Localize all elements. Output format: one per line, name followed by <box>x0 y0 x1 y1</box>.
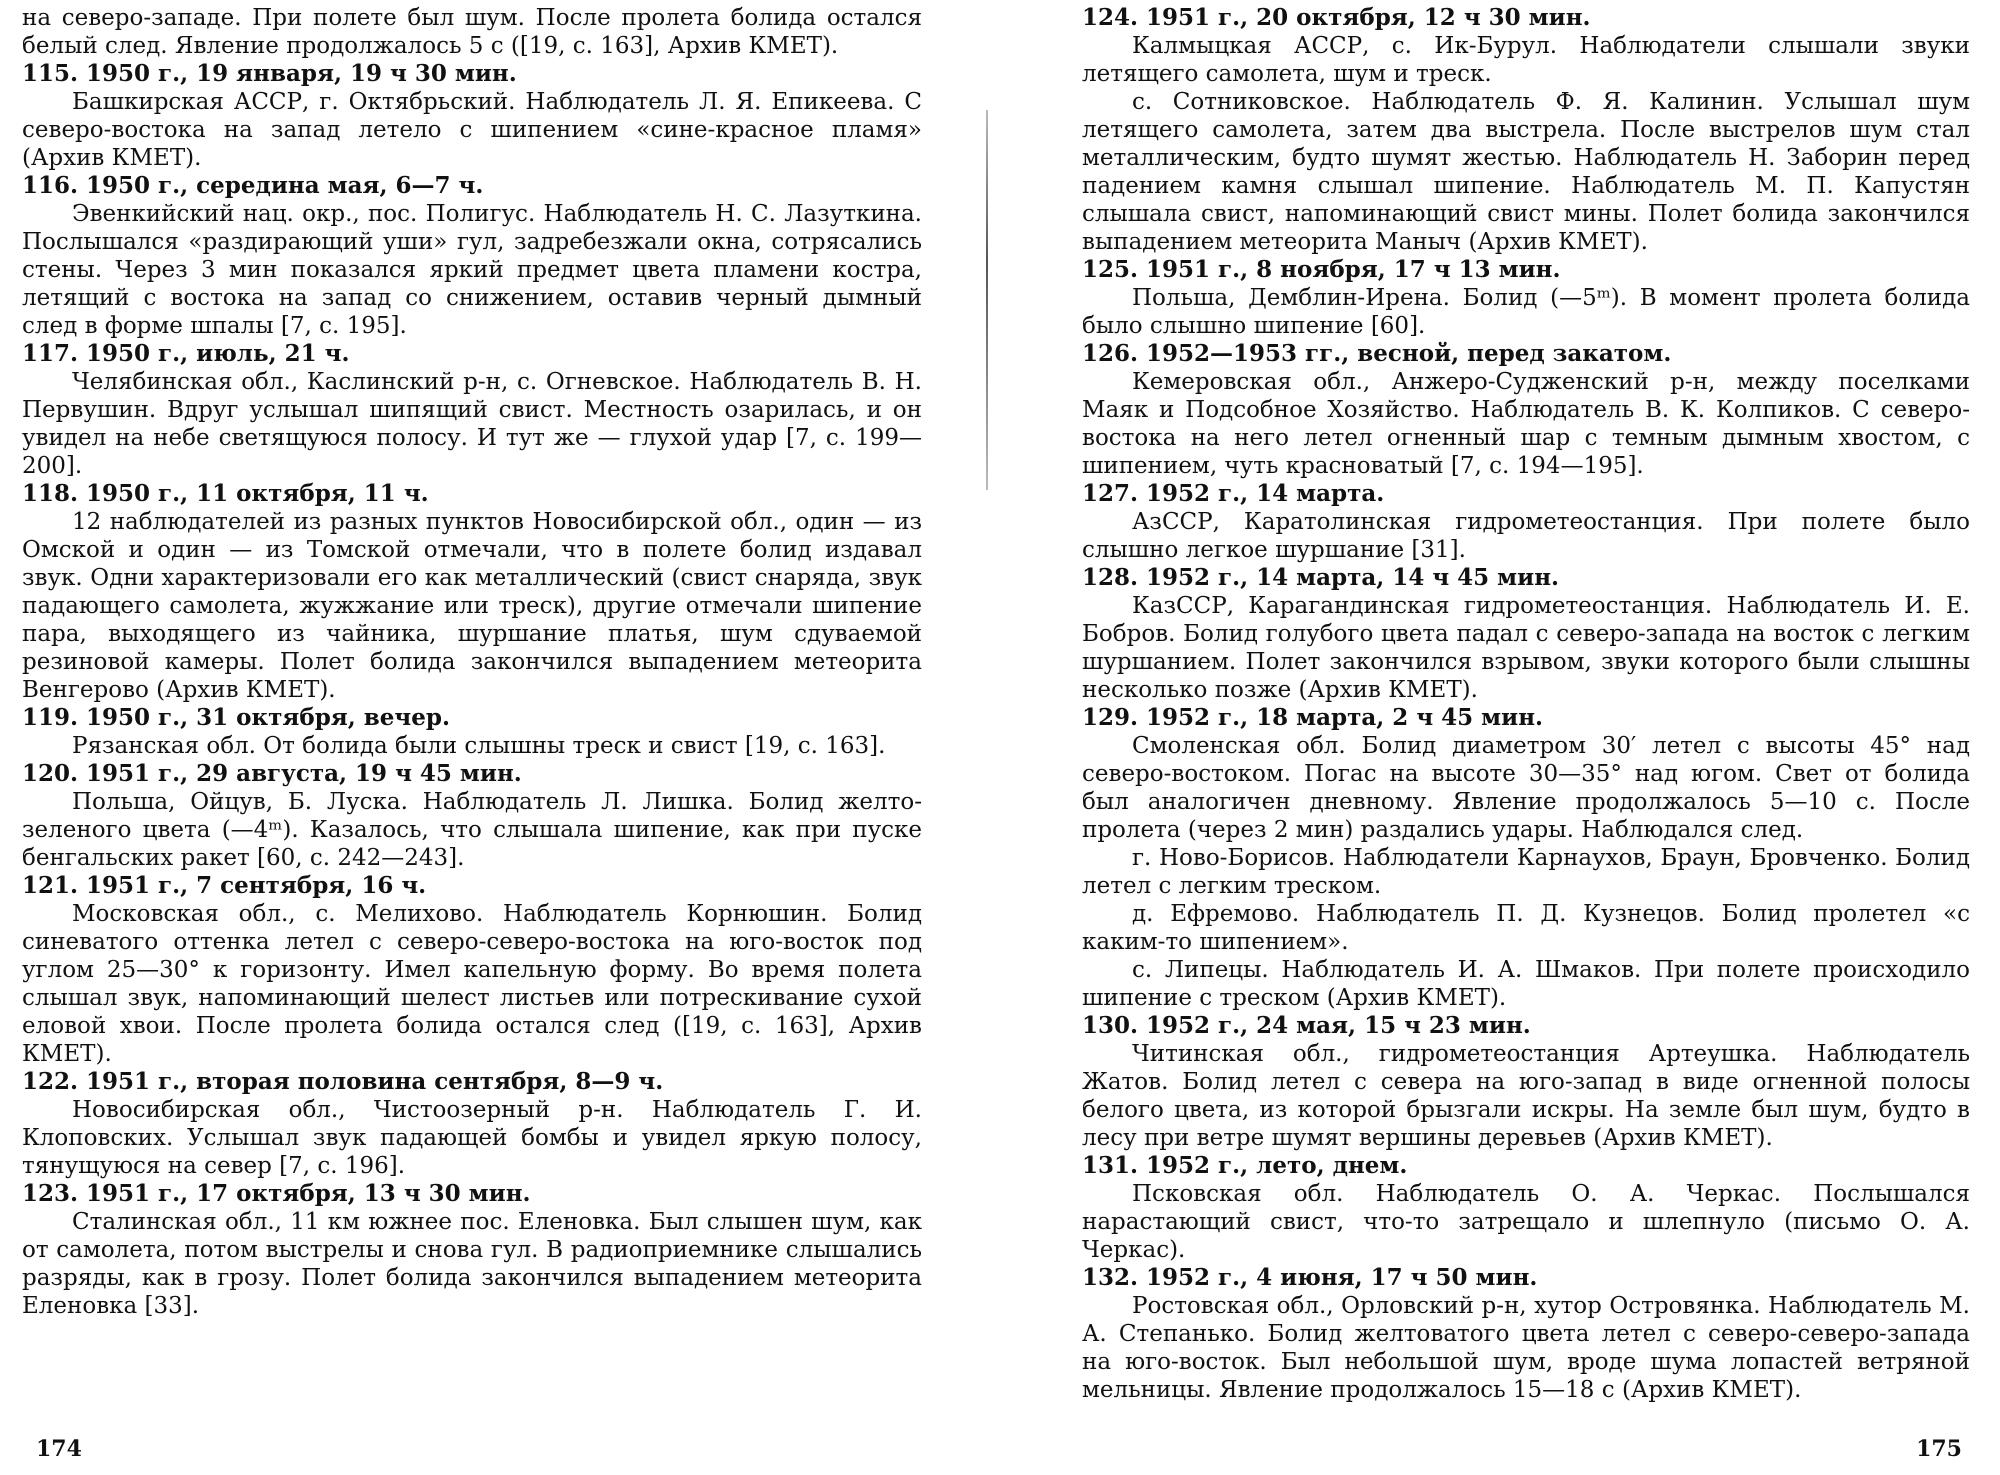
entry-heading: 124. 1951 г., 20 октября, 12 ч 30 мин. <box>1082 4 1591 31</box>
catalog-entry <box>22 1180 922 1320</box>
entry-text: Челябинская обл., Каслинский р-н, с. Огневское. Наблюдатель В. Н. Первушин. Вдруг услышал шипящий свист. Местность озарилась, и он увидел на небе светящуюся полосу. И тут же — глухой удар [7, с. 199—200]. <box>22 369 922 479</box>
catalog-entry <box>1082 1264 1970 1404</box>
right-page <box>1082 0 1970 1475</box>
catalog-entry <box>1082 1152 1970 1264</box>
entry-heading: 127. 1952 г., 14 марта. <box>1082 480 1385 507</box>
catalog-entry <box>1082 340 1970 480</box>
catalog-entry <box>22 1068 922 1180</box>
entry-heading: 129. 1952 г., 18 марта, 2 ч 45 мин. <box>1082 704 1544 731</box>
catalog-entry <box>22 4 922 60</box>
entry-text: Сталинская обл., 11 км южнее пос. Еленовка. Был слышен шум, как от самолета, потом выстрелы и снова гул. В радиоприемнике слышались разряды, как в грозу. Полет болида закончился выпадением метеорита Еленовка [33]. <box>22 1209 922 1319</box>
catalog-entry <box>22 760 922 872</box>
catalog-entry <box>22 172 922 340</box>
catalog-entry <box>1082 564 1970 704</box>
entry-text: Польша, Ойцув, Б. Луска. Наблюдатель Л. Лишка. Болид желто-зеленого цвета (—4ᵐ). Казалось, что слышала шипение, как при пуске бенгальских ракет [60, с. 242—243]. <box>22 789 922 871</box>
entry-heading: 118. 1950 г., 11 октября, 11 ч. <box>22 480 429 507</box>
entry-heading: 122. 1951 г., вторая половина сентября, 8—9 ч. <box>22 1068 664 1095</box>
entry-heading: 117. 1950 г., июль, 21 ч. <box>22 340 350 367</box>
entry-text: Смоленская обл. Болид диаметром 30′ летел с высоты 45° над северо-востоком. Погас на высоте 30—35° над югом. Свет от болида был аналогичен дневному. Явление продолжалось 5—10 с. После пролета (через 2 мин) раздались удары. Наблюдался след. <box>1082 733 1970 843</box>
gutter-mark <box>986 110 988 490</box>
entry-heading: 130. 1952 г., 24 мая, 15 ч 23 мин. <box>1082 1012 1531 1039</box>
entry-text: Новосибирская обл., Чистоозерный р-н. Наблюдатель Г. И. Клоповских. Услышал звук падающей бомбы и увидел яркую полосу, тянущуюся на север [7, с. 196]. <box>22 1097 922 1179</box>
entry-text: 12 наблюдателей из разных пунктов Новосибирской обл., один — из Омской и один — из Томской отмечали, что в полете болид издавал звук. Одни характеризовали его как металлический (свист снаряда, звук падающего самолета, жужжание или треск), другие отмечали шипение пара, выходящего из чайника, шуршание платья, шум сдуваемой резиновой камеры. Полет болида закончился выпадением метеорита Венгерово (Архив КМЕТ). <box>22 509 922 703</box>
entry-text: Рязанская обл. От болида были слышны треск и свист [19, с. 163]. <box>72 733 886 759</box>
catalog-entry <box>1082 480 1970 564</box>
entry-text: д. Ефремово. Наблюдатель П. Д. Кузнецов. Болид пролетел «с каким-то шипением». <box>1082 901 1970 955</box>
catalog-entry <box>1082 4 1970 256</box>
entry-text: АзССР, Каратолинская гидрометеостанция. При полете было слышно легкое шуршание [31]. <box>1082 509 1970 563</box>
entry-text: Псковская обл. Наблюдатель О. А. Черкас. Послышался нарастающий свист, что-то затрещало и шлепнуло (письмо О. А. Черкас). <box>1082 1181 1970 1263</box>
entry-text: на северо-западе. При полете был шум. После пролета болида остался белый след. Явление продолжалось 5 с ([19, с. 163], Архив КМЕТ). <box>22 5 922 59</box>
catalog-entry <box>1082 256 1970 340</box>
entry-heading: 123. 1951 г., 17 октября, 13 ч 30 мин. <box>22 1180 531 1207</box>
entry-text: Калмыцкая АССР, с. Ик-Бурул. Наблюдатели слышали звуки летящего самолета, шум и треск. <box>1082 33 1970 87</box>
entry-text: Ростовская обл., Орловский р-н, хутор Островянка. Наблюдатель М. А. Степанько. Болид желтоватого цвета летел с северо-северо-запада на юго-восток. Был небольшой шум, вроде шума лопастей ветряной мельницы. Явление продолжалось 15—18 с (Архив КМЕТ). <box>1082 1293 1970 1403</box>
catalog-entry <box>22 340 922 480</box>
entry-text: г. Ново-Борисов. Наблюдатели Карнаухов, Браун, Бровченко. Болид летел с легким треском. <box>1082 845 1970 899</box>
catalog-entry <box>22 872 922 1068</box>
catalog-entry <box>22 60 922 172</box>
entry-text: Эвенкийский нац. окр., пос. Полигус. Наблюдатель Н. С. Лазуткина. Послышался «раздирающий уши» гул, задребезжали окна, сотрясались стены. Через 3 мин показался яркий предмет цвета пламени костра, летящий с востока на запад со снижением, оставив черный дымный след в форме шпалы [7, с. 195]. <box>22 201 922 339</box>
entry-heading: 119. 1950 г., 31 октября, вечер. <box>22 704 450 731</box>
catalog-entry <box>22 480 922 704</box>
entry-text: Кемеровская обл., Анжеро-Судженский р-н, между поселками Маяк и Подсобное Хозяйство. Наблюдатель В. К. Колпиков. С северо-востока на него летел огненный шар с темным дымным хвостом, с шипением, чуть красноватый [7, с. 194—195]. <box>1082 369 1970 479</box>
entry-heading: 132. 1952 г., 4 июня, 17 ч 50 мин. <box>1082 1264 1538 1291</box>
entry-text: с. Липецы. Наблюдатель И. А. Шмаков. При полете происходило шипение с треском (Архив КМЕТ). <box>1082 957 1970 1011</box>
entry-text: с. Сотниковское. Наблюдатель Ф. Я. Калинин. Услышал шум летящего самолета, затем два выстрела. После выстрелов шум стал металлическим, будто шумят жестью. Наблюдатель Н. Заборин перед падением камня слышал шипение. Наблюдатель М. П. Капустян слышала свист, напоминающий свист мины. Полет болида закончился выпадением метеорита Маныч (Архив КМЕТ). <box>1082 89 1970 255</box>
catalog-entry <box>1082 1012 1970 1152</box>
page-number-right: 175 <box>1916 1436 1962 1462</box>
entry-text: Московская обл., с. Мелихово. Наблюдатель Корнюшин. Болид синеватого оттенка летел с северо-северо-востока на юго-восток под углом 25—30° к горизонту. Имел капельную форму. Во время полета слышал звук, напоминающий шелест листьев или потрескивание сухой еловой хвои. После пролета болида остался след ([19, с. 163], Архив КМЕТ). <box>22 901 922 1067</box>
entry-heading: 121. 1951 г., 7 сентября, 16 ч. <box>22 872 427 899</box>
right-column <box>1082 4 1970 1404</box>
entry-text: Польша, Демблин-Ирена. Болид (—5ᵐ). В момент пролета болида было слышно шипение [60]. <box>1082 285 1970 339</box>
entry-heading: 120. 1951 г., 29 августа, 19 ч 45 мин. <box>22 760 522 787</box>
left-page <box>22 0 922 1475</box>
entry-text: КазССР, Карагандинская гидрометеостанция. Наблюдатель И. Е. Бобров. Болид голубого цвета падал с северо-запада на восток с легким шуршанием. Полет закончился взрывом, звуки которого были слышны несколько позже (Архив КМЕТ). <box>1082 593 1970 703</box>
entry-heading: 131. 1952 г., лето, днем. <box>1082 1152 1408 1179</box>
entry-heading: 125. 1951 г., 8 ноября, 17 ч 13 мин. <box>1082 256 1561 283</box>
entry-heading: 126. 1952—1953 гг., весной, перед закатом. <box>1082 340 1672 367</box>
left-column <box>22 4 922 1320</box>
entry-heading: 115. 1950 г., 19 января, 19 ч 30 мин. <box>22 60 517 87</box>
page-number-left: 174 <box>36 1436 82 1462</box>
entry-text: Башкирская АССР, г. Октябрьский. Наблюдатель Л. Я. Епикеева. С северо-востока на запад летело с шипением «сине-красное пламя» (Архив КМЕТ). <box>22 89 922 171</box>
entry-heading: 116. 1950 г., середина мая, 6—7 ч. <box>22 172 484 199</box>
entry-text: Читинская обл., гидрометеостанция Артеушка. Наблюдатель Жатов. Болид летел с севера на юго-запад в виде огненной полосы белого цвета, из которой брызгали искры. На земле был шум, будто в лесу при ветре шумят вершины деревьев (Архив КМЕТ). <box>1082 1041 1970 1151</box>
entry-heading: 128. 1952 г., 14 марта, 14 ч 45 мин. <box>1082 564 1560 591</box>
catalog-entry <box>22 704 922 760</box>
catalog-entry <box>1082 704 1970 1012</box>
